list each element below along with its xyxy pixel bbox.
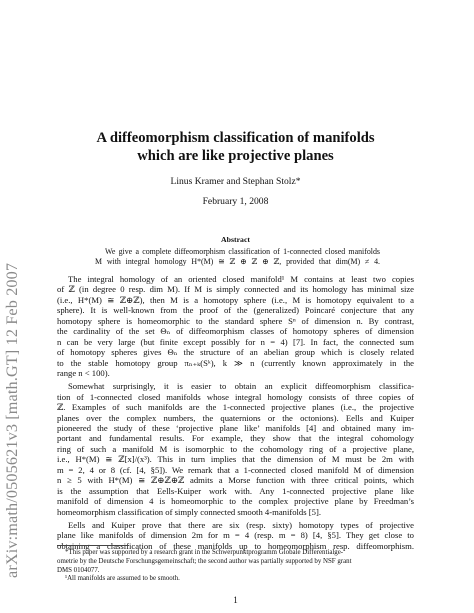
text-line: m = 2, 4 or 8 (cf. [4, §5]). We remark that a 1-connected closed manifold M of dimension bbox=[57, 464, 414, 475]
text-line: i.e., H*(M) ≅ ℤ[x]/(x³). This in turn implies that the dimension of M must be 2m with bbox=[57, 454, 414, 465]
text-line: range n < 100). bbox=[57, 368, 110, 379]
abstract-heading: Abstract bbox=[220, 235, 250, 244]
text-line: n can be very large (but finite except possibly for n = 4) [7]. In fact, the connected sum bbox=[57, 336, 414, 347]
footnote-line: ometrie by the Deutsche Forschungsgemeinschaft; the second author was partially supported by NSF grant bbox=[57, 557, 352, 565]
paper-date: February 1, 2008 bbox=[202, 196, 269, 207]
text-line: plane like manifolds of dimension 2m for m = 4 (resp. m = 8) [4, §5]. They get close to bbox=[57, 530, 414, 541]
text-line: the cardinality of the set Θₙ of diffeomorphism classes of homotopy spheres of dimension bbox=[57, 326, 414, 337]
text-line: planes over the complex numbers, the quaternions or the octonions). Eells and Kuiper bbox=[57, 412, 414, 423]
footnote-rule bbox=[57, 545, 129, 546]
text-line: manifold of dimension 4 is homeomorphic to the complex projective plane by Freedman’s bbox=[57, 496, 414, 507]
text-line: tion of 1-connected closed manifolds whose integral homology consists of three copies of bbox=[57, 391, 414, 402]
text-line: Eells and Kuiper prove that there are six (resp. sixty) homotopy types of projective bbox=[68, 519, 414, 530]
text-line: obtaining a classification of these manifolds up to homeomorphism resp. diffeomorphism. bbox=[57, 540, 414, 551]
text-line: portant and fundamental results. For example, they show that the integral cohomology bbox=[57, 433, 414, 444]
text-line: is the assumption that Eells-Kuiper work with. Any 1-connected projective plane like bbox=[57, 485, 414, 496]
footnote-1: ¹All manifolds are assumed to be smooth. bbox=[65, 575, 180, 583]
abstract-line: We give a complete diffeomorphism classification of 1-connected closed manifolds bbox=[105, 247, 380, 256]
text-line: (i.e., H*(M) ≅ ℤ⊕ℤ), then M is a homotopy sphere (i.e., M is homotopy equivalent to a bbox=[57, 294, 414, 305]
footnote-line: DMS 0104077. bbox=[57, 566, 100, 574]
text-line: homotopy sphere is homeomorphic to the standard sphere Sⁿ of dimension n. By contrast, bbox=[57, 315, 414, 326]
text-line: ℤ. Examples of such manifolds are the 1-connected projective planes (i.e., the projective bbox=[57, 402, 414, 413]
text-line: The integral homology of an oriented closed manifold¹ M contains at least two copies bbox=[68, 274, 414, 284]
text-line: n ≥ 5 with H*(M) ≅ ℤ⊕ℤ⊕ℤ admits a Morse function with three critical points, which bbox=[57, 475, 414, 486]
paragraph-1 bbox=[57, 274, 414, 379]
text-line: of ℤ (in degree 0 resp. dim M). If M is simply connected and its homology has minimal size bbox=[57, 284, 414, 295]
abstract-text bbox=[95, 247, 380, 268]
abstract-line: M with integral homology H*(M) ≅ ℤ ⊕ ℤ ⊕ ℤ, provided that dim(M) ≠ 4. bbox=[95, 257, 380, 267]
authors: Linus Kramer and Stephan Stolz* bbox=[170, 176, 301, 187]
text-line: to the stable homotopy group πₙ₊ₖ(Sᵏ), k ≫ n (currently known approximately in the bbox=[57, 357, 414, 368]
paragraph-3 bbox=[57, 520, 414, 551]
body-text bbox=[57, 274, 414, 554]
footnote-line: *This paper was supported by a research grant in the Schwerpunktprogramm Globale Differentialge- bbox=[65, 549, 344, 556]
page-number: 1 bbox=[233, 595, 238, 605]
arxiv-identifier: arXiv:math/0505621v3 [math.GT] 12 Feb 2007 bbox=[3, 262, 21, 578]
text-line: homeomorphism classification of simply connected smooth 4-manifolds [5]. bbox=[57, 506, 321, 517]
text-line: of homotopy spheres gives Θₙ the structure of an abelian group which is closely related bbox=[57, 347, 414, 358]
footnotes bbox=[57, 549, 414, 584]
text-line: sphere). It is well-known from the proof of the (generalized) Poincaré conjecture that any bbox=[57, 305, 414, 316]
text-line: ring of such a manifold M is isomorphic to the cohomology ring of a projective plane, bbox=[57, 443, 414, 454]
text-line: Somewhat surprisingly, it is easier to obtain an explicit diffeomorphism classifica- bbox=[68, 381, 414, 392]
title-line-1: A diffeomorphism classification of manifolds bbox=[96, 130, 375, 146]
paragraph-2 bbox=[57, 381, 414, 517]
title-line-2: which are like projective planes bbox=[137, 148, 334, 164]
text-line: pioneered the study of these ‘projective plane like’ manifolds [4] and obtained many im- bbox=[57, 423, 414, 434]
paper-title bbox=[57, 129, 414, 165]
